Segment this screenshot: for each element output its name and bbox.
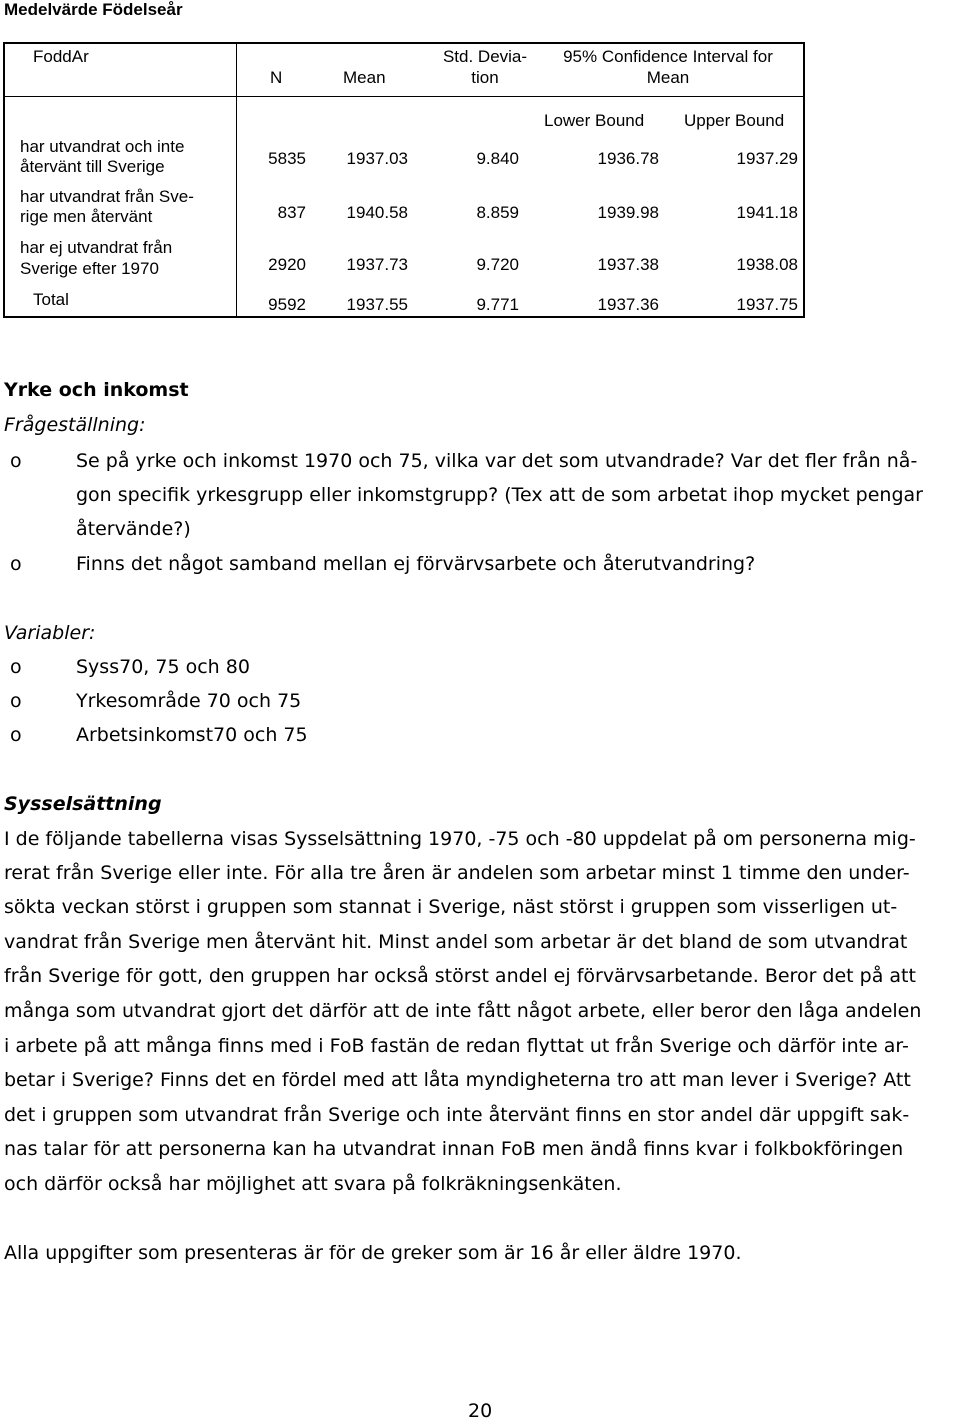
- cell-lower: 1939.98: [597, 203, 659, 222]
- bullet-marker: o: [10, 553, 22, 575]
- header-n: N: [270, 68, 283, 87]
- paragraph-line: betar i Sverige? Finns det en fördel med att låta myndigheterna tro att man lever i Sverige? Att: [4, 1069, 911, 1091]
- bullet-marker: o: [10, 450, 22, 472]
- section-subheading: Frågeställning:: [4, 414, 146, 436]
- cell-std: 9.840: [476, 149, 519, 168]
- header-lower-bound: Lower Bound: [544, 111, 645, 130]
- paragraph-line: nas talar för att personerna kan ha utvandrat innan FoB men ändå finns kvar i folkbokföringen: [4, 1138, 904, 1160]
- paragraph-line: vandrat från Sverige men återvänt hit. Minst andel som arbetar är det bland de som utvandrat: [4, 931, 908, 953]
- header-std-line2: tion: [471, 68, 499, 87]
- bullet-line: återvände?): [76, 518, 191, 540]
- table-title: Medelvärde Födelseår: [4, 0, 183, 19]
- table-divider-vertical: [236, 42, 237, 318]
- header-mean: Mean: [343, 68, 386, 87]
- bullet-line: Se på yrke och inkomst 1970 och 75, vilka var det som utvandrade? Var det fler från nå-: [76, 450, 918, 472]
- cell-upper: 1937.75: [736, 295, 798, 314]
- cell-mean: 1937.73: [346, 255, 408, 274]
- bullet-line: gon specifik yrkesgrupp eller inkomstgrupp? (Tex att de som arbetat ihop mycket pengar: [76, 484, 923, 506]
- cell-mean: 1937.03: [346, 149, 408, 168]
- cell-mean: 1937.55: [346, 295, 408, 314]
- section-heading: Yrke och inkomst: [4, 379, 189, 401]
- cell-lower: 1937.36: [597, 295, 659, 314]
- page-number: 20: [468, 1400, 493, 1422]
- row-label-line1: har utvandrat och inte: [20, 137, 185, 156]
- cell-std: 8.859: [476, 203, 519, 222]
- row-label-line1: har utvandrat från Sve-: [20, 187, 194, 206]
- cell-upper: 1941.18: [736, 203, 798, 222]
- cell-upper: 1937.29: [736, 149, 798, 168]
- bullet-marker: o: [10, 690, 22, 712]
- cell-mean: 1940.58: [346, 203, 408, 222]
- paragraph-line: rerat från Sverige eller inte. För alla tre åren är andelen som arbetar minst 1 timme den under-: [4, 862, 910, 884]
- cell-upper: 1938.08: [736, 255, 798, 274]
- paragraph-line: sökta veckan störst i gruppen som stannat i Sverige, näst störst i gruppen som visserligen ut-: [4, 896, 898, 918]
- paragraph-line: i arbete på att många finns med i FoB fastän de redan flyttat ut från Sverige och därför inte ar-: [4, 1035, 909, 1057]
- paragraph-line: många som utvandrat gjort det därför att de inte fått något arbete, eller beror den låga andelen: [4, 1000, 922, 1022]
- header-ci-line1: 95% Confidence Interval for: [563, 47, 773, 66]
- cell-n: 2920: [268, 255, 306, 274]
- variable-item: Arbetsinkomst70 och 75: [76, 724, 308, 746]
- header-std-line1: Std. Devia-: [442, 47, 528, 66]
- header-variable: FoddAr: [33, 47, 89, 66]
- bullet-marker: o: [10, 724, 22, 746]
- cell-lower: 1936.78: [597, 149, 659, 168]
- paragraph-line: det i gruppen som utvandrat från Sverige och inte återvänt finns en stor andel där uppgift sak-: [4, 1104, 910, 1126]
- row-label-line2: rige men återvänt: [20, 207, 153, 226]
- cell-n: 837: [277, 203, 306, 222]
- variables-subheading: Variabler:: [4, 622, 96, 644]
- variable-item: Yrkesområde 70 och 75: [76, 690, 302, 712]
- row-label-line1: har ej utvandrat från: [20, 238, 173, 257]
- row-label-total: Total: [33, 290, 69, 309]
- bullet-line: Finns det något samband mellan ej förvärvsarbete och återutvandring?: [76, 553, 756, 575]
- cell-lower: 1937.38: [597, 255, 659, 274]
- paragraph-line: från Sverige för gott, den gruppen har också störst andel ej förvärvsarbetande. Beror det på att: [4, 965, 916, 987]
- variable-item: Syss70, 75 och 80: [76, 656, 250, 678]
- header-upper-bound: Upper Bound: [684, 111, 785, 130]
- note-text: Alla uppgifter som presenteras är för de greker som är 16 år eller äldre 1970.: [4, 1242, 742, 1264]
- paragraph-line: och därför också har möjlighet att svara på folkräkningsenkäten.: [4, 1173, 622, 1195]
- paragraph-line: I de följande tabellerna visas Sysselsättning 1970, -75 och -80 uppdelat på om personerna mig-: [4, 828, 916, 850]
- section-heading: Sysselsättning: [4, 793, 162, 815]
- cell-std: 9.720: [476, 255, 519, 274]
- bullet-marker: o: [10, 656, 22, 678]
- cell-n: 5835: [268, 149, 306, 168]
- row-label-line2: Sverige efter 1970: [20, 259, 159, 278]
- cell-std: 9.771: [476, 295, 519, 314]
- table-divider-horizontal: [3, 96, 805, 97]
- row-label-line2: återvänt till Sverige: [20, 157, 165, 176]
- header-ci-line2: Mean: [646, 68, 690, 87]
- cell-n: 9592: [268, 295, 306, 314]
